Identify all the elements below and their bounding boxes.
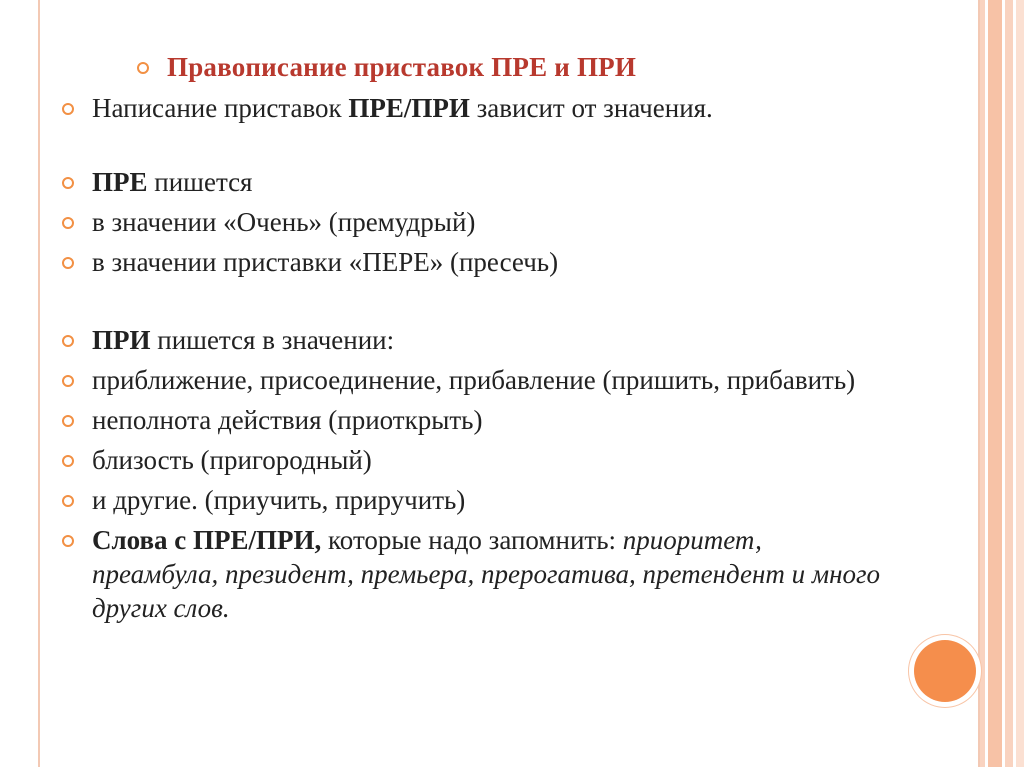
decorative-circle <box>914 640 976 702</box>
pri-heading-rest: пишется в значении: <box>150 325 395 355</box>
intro-item <box>62 91 882 125</box>
bullet-icon <box>62 455 74 467</box>
bullet-icon <box>62 495 74 507</box>
pre-heading-item <box>62 165 882 199</box>
pri-item-text: неполнота действия (приоткрыть) <box>92 405 483 435</box>
remember-rest: которые надо запомнить: <box>321 525 617 555</box>
pre-heading-rest: пишется <box>147 167 253 197</box>
pri-heading-item <box>62 323 882 357</box>
remember-item <box>62 523 882 625</box>
intro-suffix: зависит от значения. <box>469 93 713 123</box>
bullet-icon <box>62 103 74 115</box>
pri-item-text: приближение, присоединение, прибавление (пришить, прибавить) <box>92 365 856 395</box>
slide-title: Правописание приставок ПРЕ и ПРИ <box>167 52 637 82</box>
list-item <box>62 205 882 239</box>
list-item <box>62 403 882 437</box>
pri-item-text: близость (пригородный) <box>92 445 372 475</box>
bullet-icon <box>137 62 149 74</box>
pri-heading-bold: ПРИ <box>92 325 151 355</box>
pre-item-text: в значении «Очень» (премудрый) <box>92 207 476 237</box>
bullet-icon <box>62 375 74 387</box>
pre-heading-bold: ПРЕ <box>92 167 148 197</box>
list-item <box>62 245 882 279</box>
intro-bold: ПРЕ/ПРИ <box>348 93 470 123</box>
list-item <box>62 443 882 477</box>
slide-content <box>62 91 882 625</box>
bullet-icon <box>62 177 74 189</box>
pri-item-text: и другие. (приучить, приручить) <box>92 485 466 515</box>
bullet-icon <box>62 535 74 547</box>
remember-examples: приоритет, преамбула, президент, премьера, прерогатива, претендент и много других слов. <box>92 525 881 623</box>
pre-item-text: в значении приставки «ПЕРЕ» (пресечь) <box>92 247 559 277</box>
slide-title-row <box>137 52 636 83</box>
list-item <box>62 363 882 397</box>
bullet-icon <box>62 415 74 427</box>
bullet-icon <box>62 217 74 229</box>
intro-prefix: Написание приставок <box>92 93 349 123</box>
remember-bold: Слова с ПРЕ/ПРИ, <box>92 525 322 555</box>
list-item <box>62 483 882 517</box>
bullet-icon <box>62 257 74 269</box>
bullet-icon <box>62 335 74 347</box>
decorative-stripes <box>980 0 1024 767</box>
